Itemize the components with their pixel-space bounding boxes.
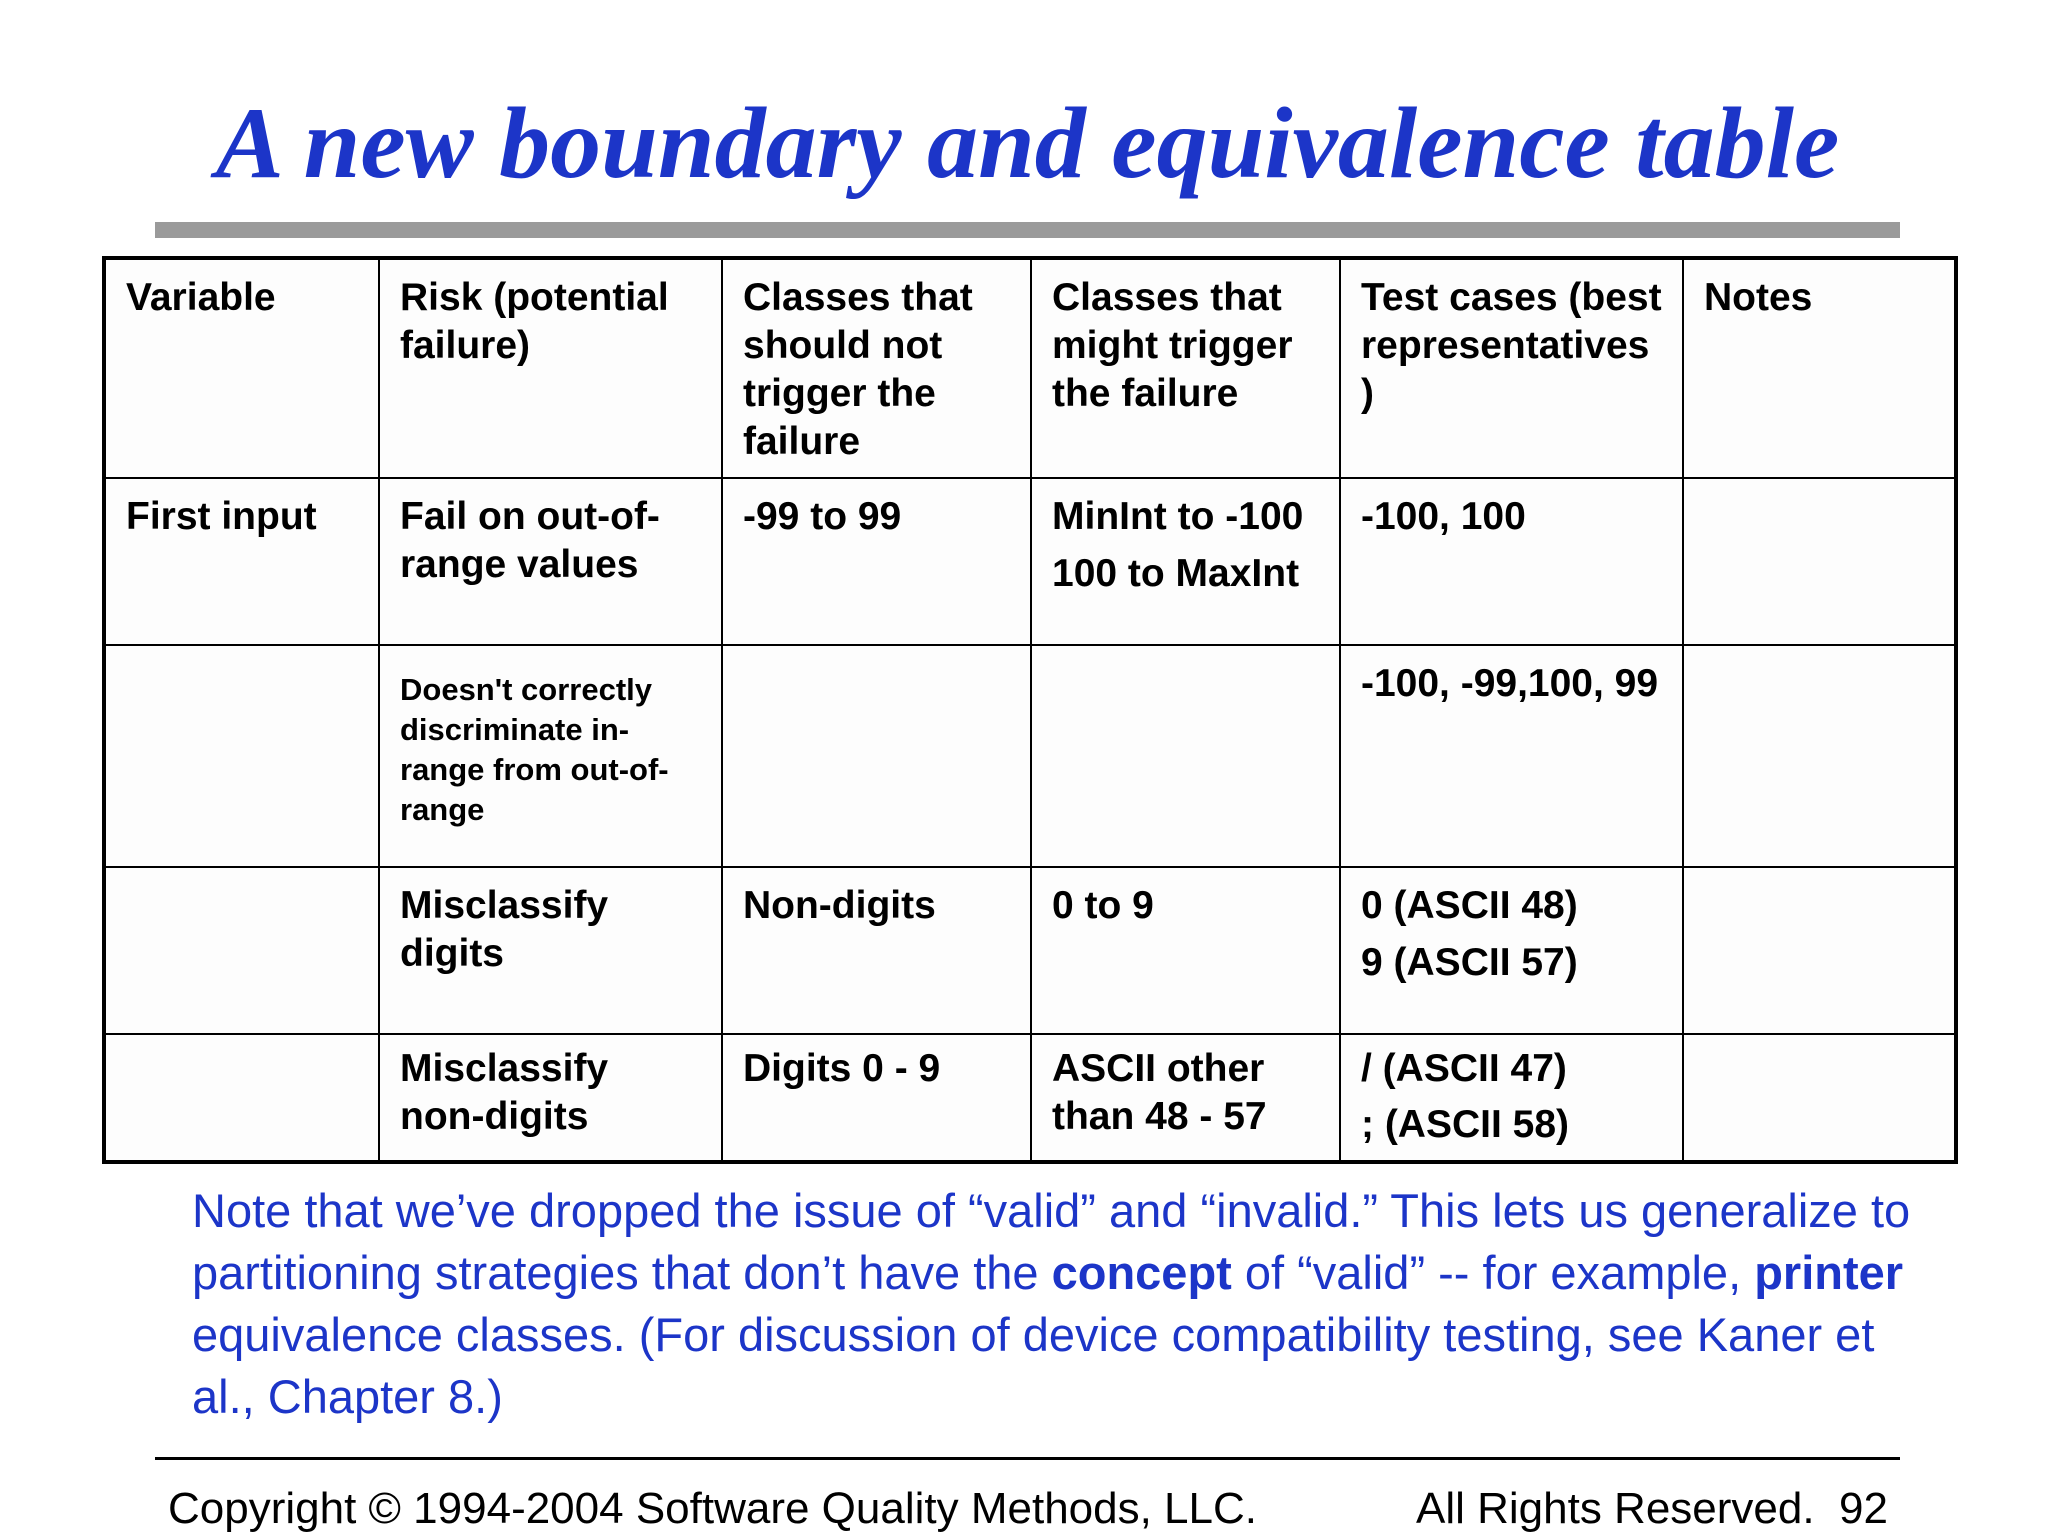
cell-variable — [104, 645, 379, 867]
cell-variable: First input — [104, 478, 379, 645]
cell-no-trigger: Non-digits — [722, 867, 1031, 1034]
note-text: equivalence classes. (For discussion of device compatibility testing, see Kaner et al., Chapter 8.) — [192, 1308, 1875, 1423]
test-case-line: -100, 100 — [1361, 495, 1526, 538]
cell-might-trigger — [1031, 1034, 1340, 1162]
note-emphasis-concept: concept — [1051, 1246, 1232, 1299]
test-case-line: 0 (ASCII 48) — [1361, 884, 1578, 927]
cell-risk: Doesn't correctly discriminate in-range from out-of-range — [379, 645, 722, 867]
might-trigger-line: ASCII other than 48 - 57 — [1052, 1047, 1267, 1138]
test-case-line: 9 (ASCII 57) — [1361, 941, 1578, 984]
cell-notes — [1683, 478, 1956, 645]
cell-no-trigger: Digits 0 - 9 — [722, 1034, 1031, 1162]
note-text: of “valid” -- for example, — [1231, 1246, 1755, 1299]
cell-risk: Fail on out-of-range values — [379, 478, 722, 645]
might-trigger-line: 0 to 9 — [1052, 884, 1154, 927]
header-notes: Notes — [1683, 258, 1956, 478]
cell-test-cases — [1340, 867, 1683, 1034]
table-row — [104, 645, 1956, 867]
cell-no-trigger — [722, 645, 1031, 867]
footer-divider — [155, 1457, 1900, 1460]
test-case-line: ; (ASCII 58) — [1361, 1103, 1570, 1146]
cell-test-cases — [1340, 478, 1683, 645]
note-text: Note that we’ve dropped the issue of “valid” and “invalid.” This lets us generalize to partitioning strategies that don’t have the — [192, 1184, 1911, 1299]
header-classes-no-trigger: Classes that should not trigger the failure — [722, 258, 1031, 478]
test-case-line: / (ASCII 47) — [1361, 1047, 1567, 1090]
boundary-equivalence-table — [102, 256, 1958, 1164]
header-variable: Variable — [104, 258, 379, 478]
table-header-row — [104, 258, 1956, 478]
cell-variable — [104, 867, 379, 1034]
cell-risk: Misclassify digits — [379, 867, 722, 1034]
header-risk: Risk (potential failure) — [379, 258, 722, 478]
table-row — [104, 478, 1956, 645]
test-case-line: -100, -99,100, 99 — [1361, 662, 1659, 705]
note-emphasis-printer: printer — [1754, 1246, 1904, 1299]
cell-notes — [1683, 867, 1956, 1034]
slide-footer — [168, 1482, 1898, 1536]
cell-might-trigger — [1031, 478, 1340, 645]
might-trigger-line: MinInt to -100 — [1052, 495, 1304, 538]
cell-notes — [1683, 645, 1956, 867]
table-row — [104, 867, 1956, 1034]
cell-no-trigger: -99 to 99 — [722, 478, 1031, 645]
cell-might-trigger — [1031, 645, 1340, 867]
cell-risk: Misclassify non-digits — [379, 1034, 722, 1162]
header-classes-might-trigger: Classes that might trigger the failure — [1031, 258, 1340, 478]
table-row — [104, 1034, 1956, 1162]
rights-text: All Rights Reserved. — [1415, 1484, 1815, 1533]
cell-test-cases — [1340, 1034, 1683, 1162]
cell-notes — [1683, 1034, 1956, 1162]
footnote-paragraph — [192, 1180, 1912, 1428]
cell-variable — [104, 1034, 379, 1162]
title-underline — [155, 222, 1900, 238]
cell-might-trigger — [1031, 867, 1340, 1034]
cell-test-cases — [1340, 645, 1683, 867]
page-number: 92 — [1839, 1484, 1888, 1533]
copyright-text: Copyright © 1994-2004 Software Quality Methods, LLC. — [168, 1484, 1257, 1533]
header-test-cases: Test cases (best representatives ) — [1340, 258, 1683, 478]
slide-title: A new boundary and equivalence table — [215, 87, 1840, 200]
might-trigger-line: 100 to MaxInt — [1052, 552, 1300, 595]
footer-right — [1416, 1482, 1888, 1536]
